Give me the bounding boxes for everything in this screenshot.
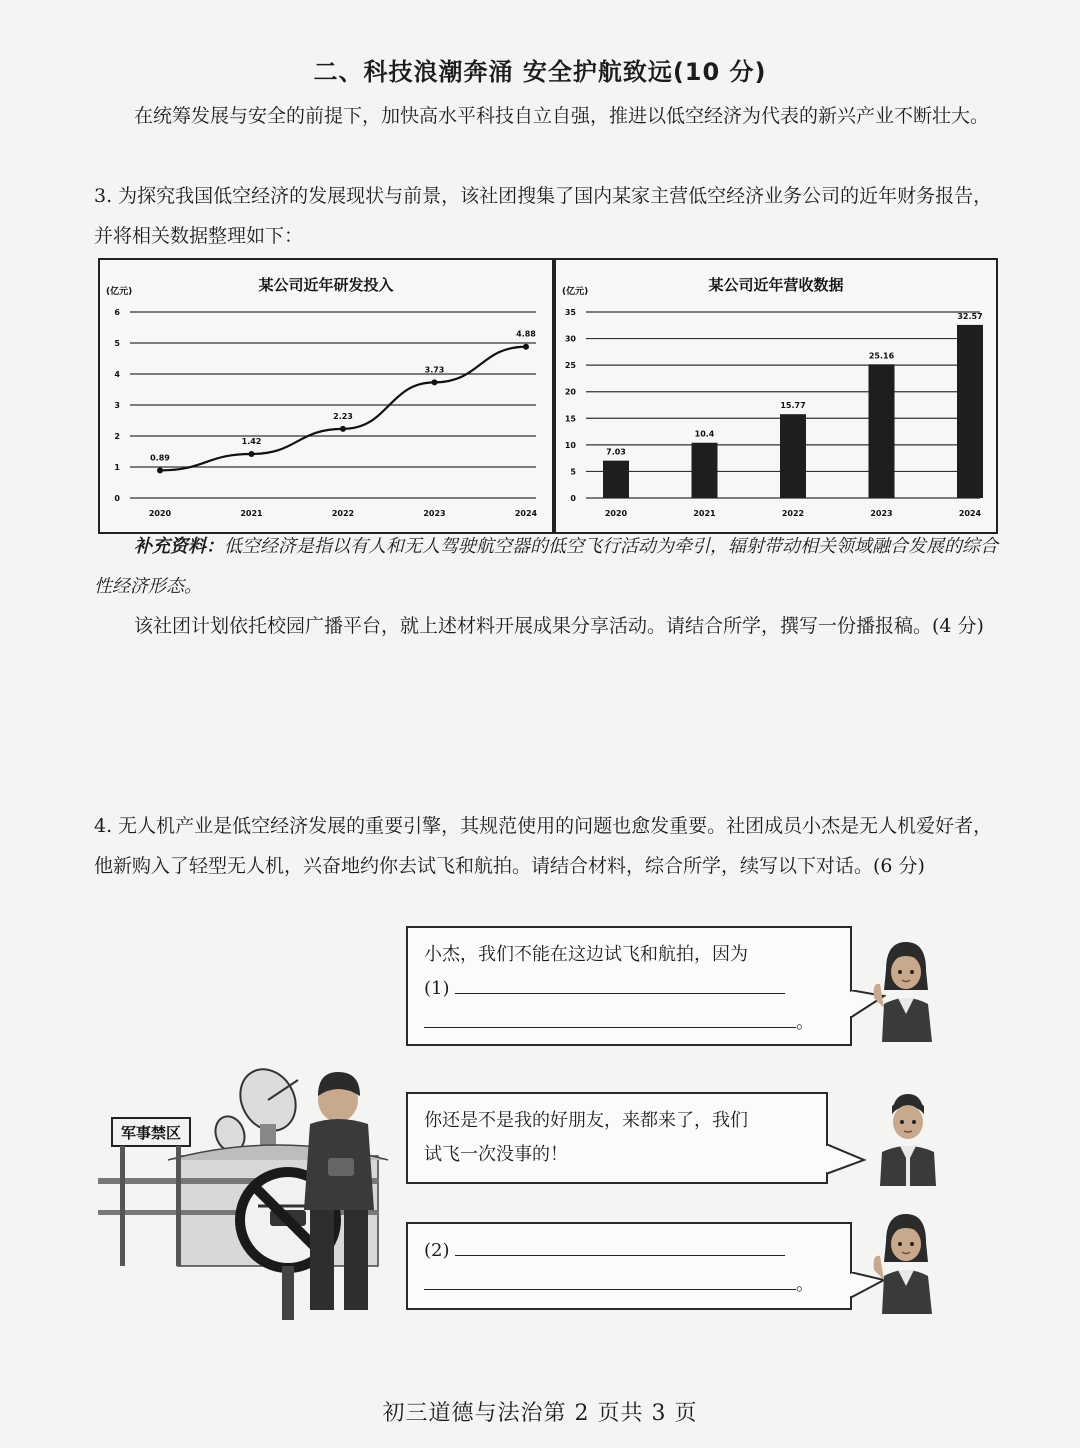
data-label: 2.23	[333, 411, 353, 421]
data-label: 4.88	[516, 329, 536, 339]
y-tick-label: 15	[564, 414, 576, 424]
chart-title: 某公司近年研发投入	[258, 276, 394, 294]
y-tick-label: 5	[570, 467, 576, 477]
answer-blank-2b[interactable]	[424, 1271, 796, 1290]
answer-blank-1b[interactable]	[424, 1009, 796, 1028]
series-line	[160, 347, 526, 471]
y-tick-label: 0	[570, 494, 576, 503]
x-tick-label: 2021	[240, 509, 263, 518]
bubble1-answer-line2: 。	[424, 1006, 834, 1040]
x-tick-label: 2023	[870, 509, 893, 518]
y-tick-label: 1	[114, 463, 120, 472]
speech-bubble-3	[406, 1222, 852, 1310]
x-tick-label: 2024	[958, 509, 982, 518]
y-tick-label: 6	[114, 308, 120, 317]
question-3-task: 该社团计划依托校园广播平台，就上述材料开展成果分享活动。请结合所学，撰写一份播报稿。(4 分)	[134, 615, 984, 637]
revenue-chart	[554, 258, 998, 534]
y-tick-label: 35	[564, 308, 576, 317]
bar	[957, 325, 983, 498]
data-point	[249, 451, 255, 457]
y-tick-label: 2	[114, 432, 120, 441]
y-tick-label: 25	[564, 361, 576, 371]
x-tick-label: 2020	[604, 509, 628, 518]
data-label: 1.42	[241, 436, 262, 446]
data-label: 0.89	[150, 453, 170, 463]
x-tick-label: 2022	[331, 509, 355, 518]
x-tick-label: 2024	[514, 509, 538, 518]
y-tick-label: 4	[114, 370, 120, 379]
y-tick-label: 5	[114, 339, 120, 348]
x-tick-label: 2022	[781, 509, 805, 518]
bubble1-line1: 小杰，我们不能在这边试飞和航拍，因为	[424, 944, 748, 965]
y-tick-label: 3	[114, 401, 120, 410]
data-label: 25.16	[868, 351, 895, 361]
blank-label-2: (2)	[424, 1240, 450, 1261]
girl-avatar-2	[868, 1210, 944, 1314]
data-point	[340, 426, 346, 432]
data-label: 10.4	[694, 429, 715, 439]
x-tick-label: 2020	[148, 509, 172, 518]
data-label: 32.57	[957, 311, 983, 321]
girl-avatar-1	[868, 938, 944, 1042]
data-point	[157, 467, 163, 473]
bar	[780, 414, 806, 498]
speech-bubble-1	[406, 926, 852, 1046]
data-label: 7.03	[606, 447, 626, 457]
bubble2-tail	[826, 1144, 870, 1184]
data-point	[523, 344, 529, 350]
question-3-text: 3. 为探究我国低空经济的发展现状与前景，该社团搜集了国内某家主营低空经济业务公司的近年财务报告，并将相关数据整理如下：	[94, 185, 993, 247]
y-axis-unit: (亿元)	[106, 287, 133, 297]
data-label: 3.73	[424, 365, 445, 375]
data-point	[432, 379, 438, 385]
supplement-paragraph	[94, 527, 1006, 607]
bar-chart-svg	[556, 260, 996, 532]
line-chart-svg	[100, 260, 552, 532]
bubble2-line2: 试飞一次没事的！	[424, 1144, 568, 1165]
speech-bubble-2	[406, 1092, 828, 1184]
data-label: 15.77	[780, 401, 806, 411]
y-tick-label: 10	[564, 440, 576, 450]
page-footer: 初三道德与法治第 2 页共 3 页	[382, 1401, 698, 1426]
x-tick-label: 2021	[693, 509, 716, 518]
bar	[692, 443, 718, 498]
bubble3-answer-line1	[424, 1234, 834, 1268]
intro-paragraph: 在统筹发展与安全的前提下，加快高水平科技自立自强，推进以低空经济为代表的新兴产业不断壮大。	[134, 105, 990, 127]
bubble3-answer-line2: 。	[424, 1268, 834, 1302]
bar	[603, 461, 629, 498]
supplement-label: 补充资料：	[134, 536, 224, 557]
bar	[869, 364, 895, 498]
rd-investment-chart	[98, 258, 554, 534]
military-zone-sign-text: 军事禁区	[120, 1124, 182, 1142]
x-tick-label: 2023	[423, 509, 446, 518]
y-tick-label: 20	[564, 387, 576, 397]
chart-title: 某公司近年营收数据	[708, 276, 844, 294]
y-axis-unit: (亿元)	[562, 287, 589, 297]
y-tick-label: 0	[114, 494, 120, 503]
blank-label-1: (1)	[424, 978, 450, 999]
boy-avatar	[872, 1090, 944, 1186]
military-zone-illustration	[98, 1060, 398, 1320]
answer-blank-2a[interactable]	[455, 1237, 785, 1256]
boy-with-drone-figure	[304, 1072, 374, 1310]
question-4-text: 4. 无人机产业是低空经济发展的重要引擎，其规范使用的问题也愈发重要。社团成员小杰是无人机爱好者，他新购入了轻型无人机，兴奋地约你去试飞和航拍。请结合材料，综合所学，续写以下对话。(6 分)	[94, 815, 993, 877]
y-tick-label: 30	[564, 334, 576, 344]
bubble1-answer-line1	[424, 972, 834, 1006]
supplement-text: 低空经济是指以有人和无人驾驶航空器的低空飞行活动为牵引，辐射带动相关领域融合发展的综合性经济形态。	[94, 536, 998, 597]
section-title: 二、科技浪潮奔涌 安全护航致远(10 分)	[313, 58, 767, 86]
answer-blank-1a[interactable]	[455, 975, 785, 994]
bubble2-line1: 你还是不是我的好朋友，来都来了，我们	[424, 1110, 748, 1131]
